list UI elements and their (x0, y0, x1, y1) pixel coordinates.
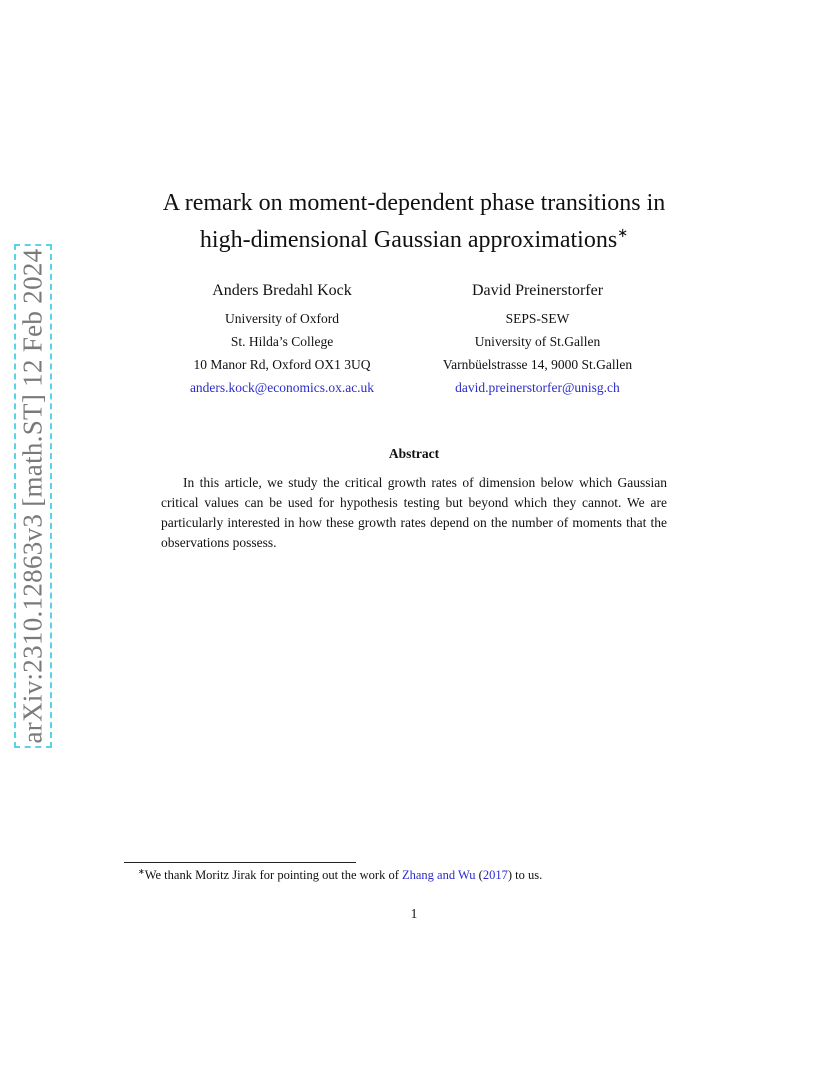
author-email-link[interactable]: david.preinerstorfer@unisg.ch (455, 380, 620, 395)
footnote-marker: ∗ (138, 867, 145, 876)
title-line-2 (0, 222, 828, 259)
author-name: David Preinerstorfer (471, 282, 604, 299)
citation-link-authors[interactable]: Zhang and Wu (401, 868, 476, 882)
author-affiliation: St. Hilda’s College (230, 334, 334, 349)
title-line-1: A remark on moment-dependent phase transitions in (162, 190, 666, 216)
author-block-preinerstorfer (430, 281, 645, 399)
author-affiliation: University of Oxford (225, 311, 339, 326)
paper-title (0, 185, 828, 259)
page-number: 1 (410, 906, 418, 921)
footnote-text-after: to us. (512, 868, 543, 882)
arxiv-identifier: arXiv:2310.12863v3 [math.ST] 12 Feb 2024 (17, 248, 48, 744)
author-affiliation: SEPS-SEW (505, 311, 570, 326)
author-address: 10 Manor Rd, Oxford OX1 3UQ (193, 357, 371, 372)
author-address: Varnbüelstrasse 14, 9000 St.Gallen (442, 357, 633, 372)
abstract-text: In this article, we study the critical growth rates of dimension below which Gaussian critical values can be used for hypothesis testing but beyond which they cannot. We are particularly interested in how these growth rates depend on the number of moments that the observations possess. (161, 475, 667, 550)
citation-link-year[interactable]: 2017 (482, 868, 508, 882)
author-name: Anders Bredahl Kock (212, 282, 352, 299)
abstract-heading: Abstract (388, 446, 440, 461)
author-block-kock (182, 281, 382, 399)
author-email-link[interactable]: anders.kock@economics.ox.ac.uk (189, 380, 375, 395)
arxiv-stamp (14, 244, 52, 748)
title-line-2-text: high-dimensional Gaussian approximations (199, 227, 618, 253)
title-footnote-marker[interactable]: ∗ (617, 225, 629, 240)
footnote-divider (124, 862, 356, 863)
footnote (124, 867, 738, 884)
author-affiliation: University of St.Gallen (474, 334, 601, 349)
citation-close: ) (507, 868, 513, 882)
citation-open: ( (475, 868, 483, 882)
footnote-text-before: We thank Moritz Jirak for pointing out the work of (144, 868, 402, 882)
